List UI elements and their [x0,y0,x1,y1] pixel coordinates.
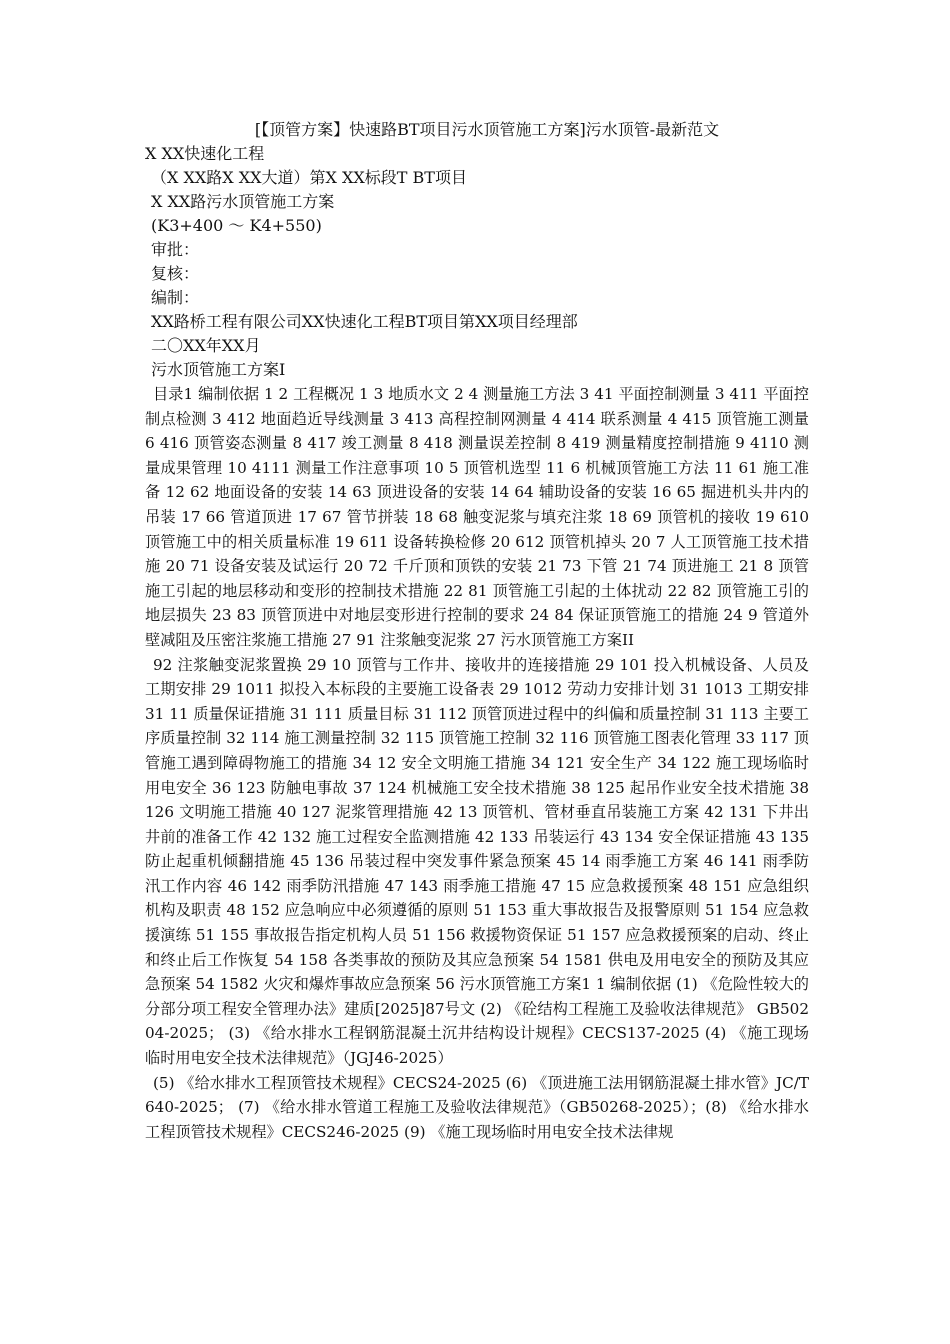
company-name: XX路桥工程有限公司XX快速化工程BT项目第XX项目经理部 [151,312,578,331]
project-section: （X XX路X XX大道）第X XX标段T BT项目 [151,168,467,187]
review-label: 复核： [151,264,200,283]
table-of-contents-part-1: 目录1 编制依据 1 2 工程概况 1 3 地质水文 2 4 测量施工方法 3 41 平面控制测量 3 411 平面控制点检测 3 412 地面趋近导线测量 3 413 高程控制网测量 4 414 联系测量 4 415 顶管施工测量 6 416 顶管姿态测量 8 417 竣工测量 8 418 测量误差控制 8 419 测量精度控制措施 9 4110 测量成果管理 10 4111 测量工作注意事项 10 5 顶管机选型 11 6 机械顶管施工方法 11 61 施工准备 12 62 地面设备的安装 14 63 顶进设备的安装 14 64 辅助设备的安装 16 65 掘进机头井内的吊装 17 66 管道顶进 17 67 管节拼装 18 68 触变泥浆与填充注浆 18 69 顶管机的接收 19 610 顶管施工中的相关质量标准 19 611 设备转换检修 20 612 顶管机掉头 20 7 人工顶管施工技术措施 20 71 设备安装及试运行 20 72 千斤顶和顶铁的安装 21 73 下管 21 74 顶进施工 21 8 顶管施工引起的地层移动和变形的控制技术措施 22 81 顶管施工引起的土体扰动 22 82 顶管施工引的地层损失 23 83 顶管顶进中对地层变形进行控制的要求 24 84 保证顶管施工的措施 24 9 管道外壁减阻及压密注浆施工措施 27 91 注浆触变泥浆 27 污水顶管施工方案II [145,385,809,649]
document-page [145,118,809,1144]
document-date: 二〇XX年XX月 [151,336,261,355]
section-heading: 污水顶管施工方案I [151,360,286,379]
mileage-range: (K3+400 ～ K4+550) [151,216,322,235]
plan-name: X XX路污水顶管施工方案 [151,192,335,211]
approval-label: 审批： [151,240,200,259]
compile-label: 编制： [151,288,200,307]
project-name: X XX快速化工程 [145,144,265,163]
document-title: [【顶管方案】快速路BT项目污水顶管施工方案]污水顶管-最新范文 [254,120,720,139]
reference-standards: (5) 《给水排水工程顶管技术规程》CECS24-2025 (6) 《顶进施工法用钢筋混凝土排水管》JC/T640-2025； (7) 《给水排水管道工程施工及验收法律规范》（GB50268-2025）；(8) 《给水排水工程顶管技术规程》CECS246-2025 (9) 《施工现场临时用电安全技术法律规 [145,1073,809,1141]
table-of-contents-part-2: 92 注浆触变泥浆置换 29 10 顶管与工作井、接收井的连接措施 29 101 投入机械设备、人员及工期安排 29 1011 拟投入本标段的主要施工设备表 29 1012 劳动力安排计划 31 1013 工期安排 31 11 质量保证措施 31 111 质量目标 31 112 顶管顶进过程中的纠偏和质量控制 31 113 主要工序质量控制 32 114 施工测量控制 32 115 顶管施工控制 32 116 顶管施工图表化管理 33 117 顶管施工遇到障碍物施工的措施 34 12 安全文明施工措施 34 121 安全生产 34 122 施工现场临时用电安全 36 123 防触电事故 37 124 机械施工安全技术措施 38 125 起吊作业安全技术措施 38 126 文明施工措施 40 127 泥浆管理措施 42 13 顶管机、管材垂直吊装施工方案 42 131 下井出井前的准备工作 42 132 施工过程安全监测措施 42 133 吊装运行 43 134 安全保证措施 43 135 防止起重机倾翻措施 45 136 吊装过程中突发事件紧急预案 45 14 雨季施工方案 46 141 雨季防汛工作内容 46 142 雨季防汛措施 47 143 雨季施工措施 47 15 应急救援预案 48 151 应急组织机构及职责 48 152 应急响应中必须遵循的原则 51 153 重大事故报告及报警原则 51 154 应急救援演练 51 155 事故报告指定机构人员 51 156 救援物资保证 51 157 应急救援预案的启动、终止和终止后工作恢复 54 158 各类事故的预防及其应急预案 54 1581 供电及用电安全的预防及其应急预案 54 1582 火灾和爆炸事故应急预案 56 污水顶管施工方案1 1 编制依据 (1) 《危险性较大的分部分项工程安全管理办法》建质[2025]87号文 (2) 《砼结构工程施工及验收法律规范》 GB50204-2025； (3) 《给水排水工程钢筋混凝土沉井结构设计规程》CECS137-2025 (4) 《施工现场临时用电安全技术法律规范》（JGJ46-2025） [145,655,809,1068]
